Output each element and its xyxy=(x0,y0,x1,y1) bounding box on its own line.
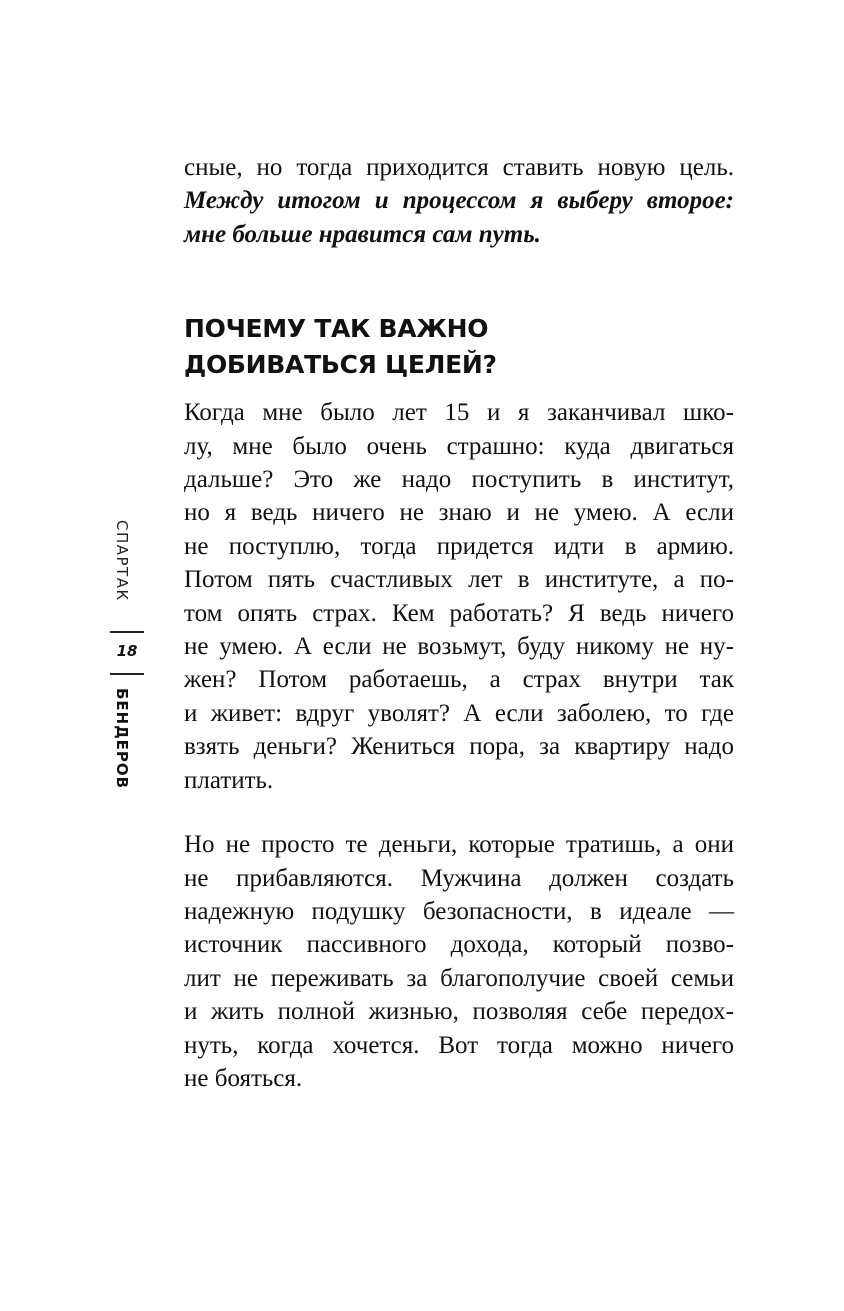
paragraph-line: надежную подушку безопасности, в идеале — xyxy=(184,897,734,925)
paragraph-line: Но не просто те деньги, которые тратишь, а они xyxy=(184,831,734,859)
paragraph-line: платить. xyxy=(184,766,274,794)
paragraph-line: Потом пять счастливых лет в институте, а по- xyxy=(184,566,734,594)
section-heading-line-2: ДОБИВАТЬСЯ ЦЕЛЕЙ? xyxy=(184,350,497,380)
paragraph-line: и живет: вдруг уволят? А если заболею, то где xyxy=(184,699,734,727)
paragraph-line: лу, мне было очень страшно: куда двигаться xyxy=(184,432,734,460)
paragraph-line: не прибавляются. Мужчина должен создать xyxy=(184,864,734,892)
paragraph-line: том опять страх. Кем работать? Я ведь ничего xyxy=(184,599,734,627)
paragraph-line: и жить полной жизнью, позволяя себе передох- xyxy=(184,998,734,1026)
intro-line-2-emphasis: Между итогом и процессом я выберу второе: xyxy=(184,187,734,215)
paragraph-line: жен? Потом работаешь, а страх внутри так xyxy=(184,666,734,694)
section-heading xyxy=(184,311,734,383)
page-content xyxy=(184,151,734,1095)
running-head-author-first-name: СПАРТАК xyxy=(113,520,131,602)
paragraph-line: не бояться. xyxy=(184,1064,303,1092)
paragraph-line: нуть, когда хочется. Вот тогда можно ничего xyxy=(184,1031,734,1059)
intro-line-3-emphasis: мне больше нравится сам путь. xyxy=(184,220,541,248)
paragraph-line: источник пассивного дохода, который позво- xyxy=(184,931,734,959)
running-head xyxy=(106,520,140,790)
intro-line-1: сные, но тогда приходится ставить новую цель. xyxy=(184,154,734,181)
paragraph-line: не умею. А если не возьмут, буду никому не ну- xyxy=(184,633,734,661)
paragraph-line: дальше? Это же надо поступить в институт, xyxy=(184,466,734,494)
paragraph-line: но я ведь ничего не знаю и не умею. А если xyxy=(184,499,734,527)
running-head-divider-top xyxy=(110,631,144,633)
body-paragraph-2 xyxy=(184,828,734,1095)
section-heading-line-1: ПОЧЕМУ ТАК ВАЖНО xyxy=(184,314,489,344)
paragraph-line: Когда мне было лет 15 и я заканчивал шко- xyxy=(184,399,734,427)
paragraph-line: лит не переживать за благополучие своей семьи xyxy=(184,964,734,992)
intro-paragraph xyxy=(184,151,734,251)
running-head-divider-bottom xyxy=(110,673,144,675)
running-head-author-last-name: БЕНДЕРОВ xyxy=(113,688,131,790)
paragraph-line: взять деньги? Жениться пора, за квартиру надо xyxy=(184,733,734,761)
paragraph-line: не поступлю, тогда придется идти в армию. xyxy=(184,532,734,560)
body-paragraph-1 xyxy=(184,396,734,797)
page-number: 18 xyxy=(116,642,138,660)
